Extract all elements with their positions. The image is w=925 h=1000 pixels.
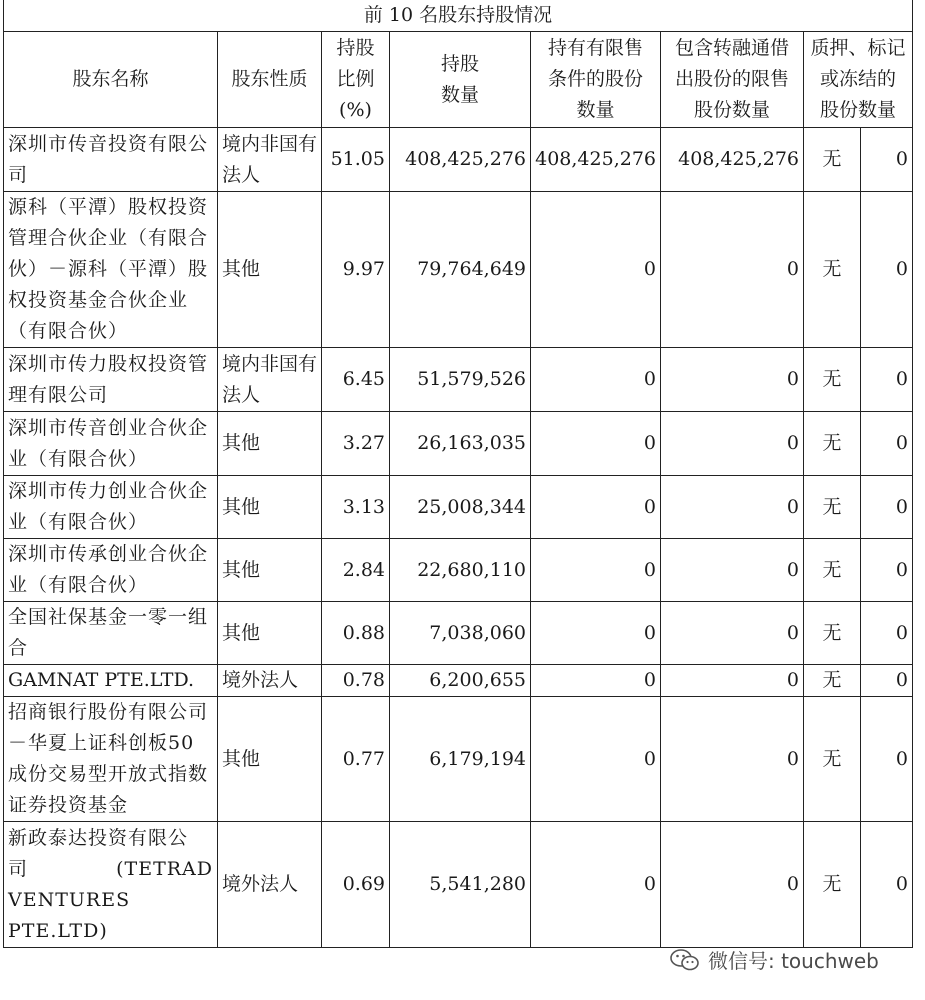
- holding-shares: 79,764,649: [390, 192, 531, 348]
- lent-restricted-shares: 0: [661, 412, 804, 476]
- lent-restricted-shares: 0: [661, 539, 804, 602]
- holding-shares: 6,200,655: [390, 665, 531, 697]
- holding-ratio: 3.27: [322, 412, 390, 476]
- shareholder-name: 源科（平潭）股权投资管理合伙企业（有限合伙）－源科（平潭）股权投资基金合伙企业（有限合伙）: [4, 192, 218, 348]
- table-row: [4, 128, 913, 192]
- header-pledge: 质押、标记 或冻结的 股份数量: [804, 32, 913, 128]
- restricted-shares: 0: [531, 192, 661, 348]
- table-row: [4, 697, 913, 822]
- shareholder-nature: 其他: [218, 192, 322, 348]
- table-title: 前 10 名股东持股情况: [4, 0, 913, 32]
- pledge-quantity: 0: [861, 412, 913, 476]
- holding-ratio: 3.13: [322, 476, 390, 539]
- restricted-shares: 0: [531, 348, 661, 412]
- pledge-status: 无: [804, 348, 861, 412]
- pledge-status: 无: [804, 476, 861, 539]
- table-row: [4, 822, 913, 948]
- restricted-shares: 0: [531, 822, 661, 948]
- pledge-status: 无: [804, 412, 861, 476]
- lent-restricted-shares: 0: [661, 665, 804, 697]
- lent-restricted-shares: 408,425,276: [661, 128, 804, 192]
- pledge-status: 无: [804, 822, 861, 948]
- pledge-quantity: 0: [861, 348, 913, 412]
- restricted-shares: 0: [531, 697, 661, 822]
- pledge-quantity: 0: [861, 665, 913, 697]
- header-shares: 持股 数量: [390, 32, 531, 128]
- holding-shares: 25,008,344: [390, 476, 531, 539]
- pledge-status: 无: [804, 192, 861, 348]
- shareholder-nature: 其他: [218, 412, 322, 476]
- shareholder-nature: 境外法人: [218, 665, 322, 697]
- shareholder-nature: 其他: [218, 602, 322, 665]
- holding-ratio: 6.45: [322, 348, 390, 412]
- restricted-shares: 0: [531, 412, 661, 476]
- pledge-quantity: 0: [861, 128, 913, 192]
- holding-shares: 6,179,194: [390, 697, 531, 822]
- top10-shareholders-table: [3, 0, 913, 948]
- pledge-status: 无: [804, 697, 861, 822]
- holding-ratio: 51.05: [322, 128, 390, 192]
- table-row: [4, 348, 913, 412]
- shareholder-nature: 境内非国有法人: [218, 348, 322, 412]
- shareholder-name: 深圳市传力创业合伙企业（有限合伙）: [4, 476, 218, 539]
- shareholder-name: 深圳市传音创业合伙企业（有限合伙）: [4, 412, 218, 476]
- restricted-shares: 408,425,276: [531, 128, 661, 192]
- shareholder-name: 深圳市传力股权投资管理有限公司: [4, 348, 218, 412]
- shareholder-nature: 其他: [218, 539, 322, 602]
- watermark-text: 微信号: touchweb: [708, 949, 879, 973]
- pledge-quantity: 0: [861, 697, 913, 822]
- lent-restricted-shares: 0: [661, 822, 804, 948]
- restricted-shares: 0: [531, 476, 661, 539]
- table-row: [4, 192, 913, 348]
- table-row: [4, 539, 913, 602]
- table-row: [4, 412, 913, 476]
- lent-restricted-shares: 0: [661, 697, 804, 822]
- holding-ratio: 0.69: [322, 822, 390, 948]
- holding-shares: 22,680,110: [390, 539, 531, 602]
- shareholder-nature: 其他: [218, 476, 322, 539]
- holding-shares: 5,541,280: [390, 822, 531, 948]
- table-row: [4, 602, 913, 665]
- shareholder-name: 深圳市传承创业合伙企业（有限合伙）: [4, 539, 218, 602]
- holding-ratio: 0.78: [322, 665, 390, 697]
- holding-ratio: 0.77: [322, 697, 390, 822]
- shareholder-name: 招商银行股份有限公司－华夏上证科创板50 成份交易型开放式指数证券投资基金: [4, 697, 218, 822]
- pledge-quantity: 0: [861, 822, 913, 948]
- watermark: [670, 945, 879, 974]
- lent-restricted-shares: 0: [661, 602, 804, 665]
- holding-ratio: 0.88: [322, 602, 390, 665]
- shareholder-nature: 境内非国有法人: [218, 128, 322, 192]
- lent-restricted-shares: 0: [661, 348, 804, 412]
- holding-ratio: 2.84: [322, 539, 390, 602]
- holding-shares: 26,163,035: [390, 412, 531, 476]
- shareholder-name: 全国社保基金一零一组合: [4, 602, 218, 665]
- header-name: 股东名称: [4, 32, 218, 128]
- header-lent: 包含转融通借 出股份的限售 股份数量: [661, 32, 804, 128]
- holding-ratio: 9.97: [322, 192, 390, 348]
- shareholder-name: 新政泰达投资有限公 司 (TETRAD VENTURES PTE.LTD): [4, 822, 218, 948]
- shareholder-name: 深圳市传音投资有限公司: [4, 128, 218, 192]
- pledge-status: 无: [804, 665, 861, 697]
- pledge-status: 无: [804, 602, 861, 665]
- lent-restricted-shares: 0: [661, 476, 804, 539]
- pledge-quantity: 0: [861, 602, 913, 665]
- restricted-shares: 0: [531, 602, 661, 665]
- header-restricted: 持有有限售 条件的股份 数量: [531, 32, 661, 128]
- lent-restricted-shares: 0: [661, 192, 804, 348]
- pledge-quantity: 0: [861, 192, 913, 348]
- shareholder-nature: 其他: [218, 697, 322, 822]
- shareholder-nature: 境外法人: [218, 822, 322, 948]
- pledge-status: 无: [804, 539, 861, 602]
- holding-shares: 7,038,060: [390, 602, 531, 665]
- wechat-icon: [670, 948, 700, 972]
- restricted-shares: 0: [531, 665, 661, 697]
- header-nature: 股东性质: [218, 32, 322, 128]
- restricted-shares: 0: [531, 539, 661, 602]
- pledge-status: 无: [804, 128, 861, 192]
- pledge-quantity: 0: [861, 476, 913, 539]
- holding-shares: 408,425,276: [390, 128, 531, 192]
- shareholder-name: GAMNAT PTE.LTD.: [4, 665, 218, 697]
- table-row: [4, 476, 913, 539]
- table-row: [4, 665, 913, 697]
- pledge-quantity: 0: [861, 539, 913, 602]
- holding-shares: 51,579,526: [390, 348, 531, 412]
- header-ratio: 持股 比例 (%): [322, 32, 390, 128]
